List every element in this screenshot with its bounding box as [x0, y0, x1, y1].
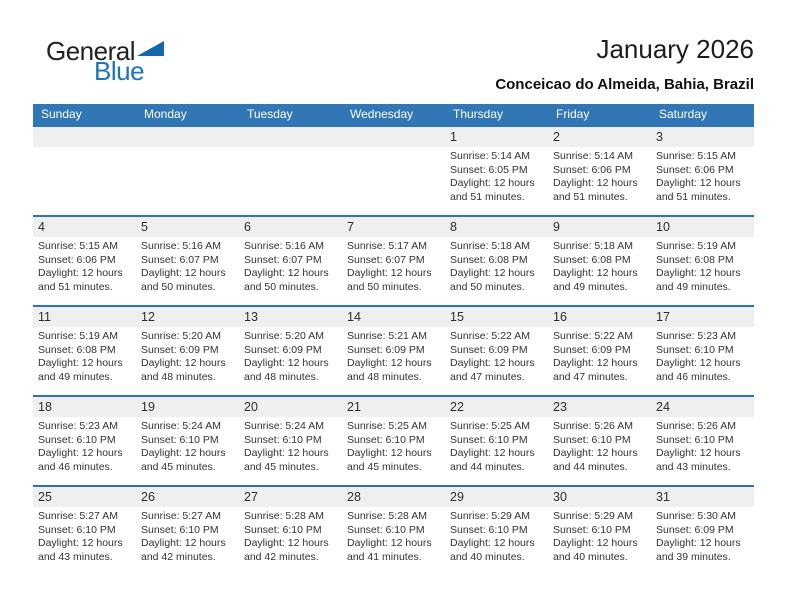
- calendar-day-cell: [342, 217, 445, 305]
- day-number-strip: [342, 487, 445, 507]
- sunrise-line: Sunrise: 5:20 AM: [141, 330, 221, 342]
- calendar: [33, 104, 754, 575]
- sunset-line: Sunset: 6:09 PM: [450, 343, 528, 356]
- weekday-header-row: [33, 104, 754, 125]
- sunrise-line: Sunrise: 5:16 AM: [141, 240, 221, 252]
- day-number: 11: [38, 310, 51, 324]
- daylight-line: Daylight: 12 hours and 45 minutes.: [244, 447, 329, 473]
- logo-triangle-icon: [137, 41, 164, 56]
- calendar-day-cell: [239, 397, 342, 485]
- daylight-line: Daylight: 12 hours and 44 minutes.: [553, 447, 638, 473]
- day-number: 21: [347, 400, 361, 414]
- day-number: 8: [450, 220, 457, 234]
- sunset-line: Sunset: 6:07 PM: [347, 253, 425, 266]
- daylight-line: Daylight: 12 hours and 46 minutes.: [656, 357, 741, 383]
- logo-text-general: General: [46, 36, 135, 66]
- day-number-strip: [445, 487, 548, 507]
- day-details: [136, 237, 239, 294]
- sunrise-line: Sunrise: 5:14 AM: [553, 150, 633, 162]
- daylight-line: Daylight: 12 hours and 43 minutes.: [38, 537, 123, 563]
- day-details: [239, 507, 342, 564]
- calendar-day-cell: [445, 487, 548, 575]
- sunset-line: Sunset: 6:07 PM: [244, 253, 322, 266]
- weekday-header-tuesday: Tuesday: [247, 107, 293, 121]
- sunset-line: Sunset: 6:06 PM: [553, 163, 631, 176]
- daylight-line: Daylight: 12 hours and 46 minutes.: [38, 447, 123, 473]
- calendar-day-cell: [33, 397, 136, 485]
- calendar-day-cell: [651, 217, 754, 305]
- day-number: 27: [244, 490, 258, 504]
- day-details: [445, 327, 548, 384]
- day-number-strip: [651, 487, 754, 507]
- calendar-day-cell: [342, 397, 445, 485]
- calendar-day-cell: [445, 307, 548, 395]
- calendar-day-cell: [33, 487, 136, 575]
- sunrise-line: Sunrise: 5:26 AM: [656, 420, 736, 432]
- day-number: 17: [656, 310, 670, 324]
- sunrise-line: Sunrise: 5:24 AM: [244, 420, 324, 432]
- sunrise-line: Sunrise: 5:15 AM: [38, 240, 118, 252]
- day-number-strip: [33, 127, 136, 147]
- sunrise-line: Sunrise: 5:25 AM: [450, 420, 530, 432]
- calendar-day-cell: [651, 127, 754, 215]
- day-number-strip: [445, 397, 548, 417]
- day-number-strip: [136, 487, 239, 507]
- sunrise-line: Sunrise: 5:17 AM: [347, 240, 427, 252]
- daylight-line: Daylight: 12 hours and 49 minutes.: [656, 267, 741, 293]
- sunrise-line: Sunrise: 5:18 AM: [553, 240, 633, 252]
- calendar-day-cell: [239, 217, 342, 305]
- day-number-strip: [33, 307, 136, 327]
- day-details: [239, 327, 342, 384]
- calendar-empty-cell: [33, 127, 136, 215]
- day-number: 5: [141, 220, 148, 234]
- calendar-day-cell: [136, 397, 239, 485]
- day-details: [651, 327, 754, 384]
- day-number: 23: [553, 400, 567, 414]
- daylight-line: Daylight: 12 hours and 48 minutes.: [244, 357, 329, 383]
- day-details: [33, 327, 136, 384]
- weekday-header-monday: Monday: [144, 107, 187, 121]
- day-number-strip: [239, 127, 342, 147]
- calendar-empty-cell: [239, 127, 342, 215]
- general-blue-logo: [46, 36, 164, 86]
- sunset-line: Sunset: 6:09 PM: [347, 343, 425, 356]
- day-number: 29: [450, 490, 464, 504]
- logo-text-blue: Blue: [94, 56, 145, 86]
- day-number-strip: [548, 307, 651, 327]
- daylight-line: Daylight: 12 hours and 48 minutes.: [141, 357, 226, 383]
- calendar-empty-cell: [136, 127, 239, 215]
- sunset-line: Sunset: 6:10 PM: [141, 433, 219, 446]
- day-details: [342, 237, 445, 294]
- daylight-line: Daylight: 12 hours and 45 minutes.: [141, 447, 226, 473]
- day-number: 4: [38, 220, 45, 234]
- day-number-strip: [548, 127, 651, 147]
- page-subtitle: Conceicao do Almeida, Bahia, Brazil: [495, 76, 754, 93]
- sunrise-line: Sunrise: 5:22 AM: [553, 330, 633, 342]
- sunset-line: Sunset: 6:10 PM: [38, 523, 116, 536]
- day-number: 2: [553, 130, 560, 144]
- day-number: 9: [553, 220, 560, 234]
- sunrise-line: Sunrise: 5:25 AM: [347, 420, 427, 432]
- day-number: 1: [450, 130, 457, 144]
- day-details: [651, 507, 754, 564]
- calendar-day-cell: [33, 217, 136, 305]
- day-details: [342, 327, 445, 384]
- day-number: 15: [450, 310, 464, 324]
- day-details: [33, 237, 136, 294]
- sunrise-line: Sunrise: 5:14 AM: [450, 150, 530, 162]
- day-number: 30: [553, 490, 567, 504]
- sunset-line: Sunset: 6:08 PM: [656, 253, 734, 266]
- sunrise-line: Sunrise: 5:23 AM: [656, 330, 736, 342]
- daylight-line: Daylight: 12 hours and 50 minutes.: [347, 267, 432, 293]
- weekday-header-wednesday: Wednesday: [350, 107, 414, 121]
- day-details: [33, 417, 136, 474]
- sunset-line: Sunset: 6:05 PM: [450, 163, 528, 176]
- day-number: 12: [141, 310, 155, 324]
- day-number: 6: [244, 220, 251, 234]
- sunset-line: Sunset: 6:09 PM: [141, 343, 219, 356]
- daylight-line: Daylight: 12 hours and 47 minutes.: [553, 357, 638, 383]
- day-details: [239, 417, 342, 474]
- day-details: [445, 237, 548, 294]
- calendar-day-cell: [548, 487, 651, 575]
- sunrise-line: Sunrise: 5:27 AM: [141, 510, 221, 522]
- day-number-strip: [239, 307, 342, 327]
- sunset-line: Sunset: 6:10 PM: [347, 433, 425, 446]
- calendar-day-cell: [445, 217, 548, 305]
- calendar-day-cell: [548, 217, 651, 305]
- calendar-day-cell: [136, 487, 239, 575]
- sunset-line: Sunset: 6:09 PM: [656, 523, 734, 536]
- day-number-strip: [651, 127, 754, 147]
- sunrise-line: Sunrise: 5:28 AM: [347, 510, 427, 522]
- daylight-line: Daylight: 12 hours and 51 minutes.: [38, 267, 123, 293]
- day-number-strip: [136, 127, 239, 147]
- day-details: [136, 327, 239, 384]
- daylight-line: Daylight: 12 hours and 47 minutes.: [450, 357, 535, 383]
- sunrise-line: Sunrise: 5:19 AM: [38, 330, 118, 342]
- sunrise-line: Sunrise: 5:16 AM: [244, 240, 324, 252]
- day-number-strip: [651, 217, 754, 237]
- day-details: [33, 507, 136, 564]
- day-number-strip: [33, 217, 136, 237]
- day-details: [548, 417, 651, 474]
- day-number: 10: [656, 220, 670, 234]
- daylight-line: Daylight: 12 hours and 40 minutes.: [450, 537, 535, 563]
- sunrise-line: Sunrise: 5:26 AM: [553, 420, 633, 432]
- day-details: [445, 417, 548, 474]
- day-number: 14: [347, 310, 361, 324]
- calendar-week-row: [33, 395, 754, 485]
- sunrise-line: Sunrise: 5:24 AM: [141, 420, 221, 432]
- day-details: [548, 237, 651, 294]
- day-number: 26: [141, 490, 155, 504]
- day-number-strip: [445, 217, 548, 237]
- sunrise-line: Sunrise: 5:19 AM: [656, 240, 736, 252]
- daylight-line: Daylight: 12 hours and 50 minutes.: [450, 267, 535, 293]
- daylight-line: Daylight: 12 hours and 45 minutes.: [347, 447, 432, 473]
- sunrise-line: Sunrise: 5:28 AM: [244, 510, 324, 522]
- calendar-day-cell: [651, 487, 754, 575]
- calendar-week-row: [33, 485, 754, 575]
- day-details: [651, 237, 754, 294]
- day-number: 24: [656, 400, 670, 414]
- day-number-strip: [651, 307, 754, 327]
- day-number: 18: [38, 400, 52, 414]
- sunset-line: Sunset: 6:07 PM: [141, 253, 219, 266]
- calendar-week-row: [33, 125, 754, 215]
- daylight-line: Daylight: 12 hours and 48 minutes.: [347, 357, 432, 383]
- day-details: [342, 507, 445, 564]
- sunrise-line: Sunrise: 5:15 AM: [656, 150, 736, 162]
- calendar-empty-cell: [342, 127, 445, 215]
- sunrise-line: Sunrise: 5:29 AM: [450, 510, 530, 522]
- calendar-day-cell: [445, 397, 548, 485]
- sunrise-line: Sunrise: 5:30 AM: [656, 510, 736, 522]
- day-details: [651, 147, 754, 204]
- calendar-day-cell: [342, 487, 445, 575]
- day-number-strip: [342, 397, 445, 417]
- day-number-strip: [239, 217, 342, 237]
- sunset-line: Sunset: 6:08 PM: [450, 253, 528, 266]
- calendar-day-cell: [33, 307, 136, 395]
- day-number-strip: [342, 307, 445, 327]
- sunset-line: Sunset: 6:09 PM: [244, 343, 322, 356]
- calendar-grid: [33, 125, 754, 575]
- day-number-strip: [33, 487, 136, 507]
- calendar-day-cell: [651, 397, 754, 485]
- sunrise-line: Sunrise: 5:21 AM: [347, 330, 427, 342]
- daylight-line: Daylight: 12 hours and 51 minutes.: [553, 177, 638, 203]
- calendar-day-cell: [548, 397, 651, 485]
- day-details: [445, 507, 548, 564]
- day-details: [548, 507, 651, 564]
- day-number-strip: [548, 397, 651, 417]
- calendar-day-cell: [136, 307, 239, 395]
- sunset-line: Sunset: 6:06 PM: [656, 163, 734, 176]
- day-details: [651, 417, 754, 474]
- calendar-day-cell: [445, 127, 548, 215]
- day-number-strip: [445, 307, 548, 327]
- day-number-strip: [239, 397, 342, 417]
- daylight-line: Daylight: 12 hours and 50 minutes.: [141, 267, 226, 293]
- daylight-line: Daylight: 12 hours and 42 minutes.: [244, 537, 329, 563]
- day-number: 13: [244, 310, 258, 324]
- day-number-strip: [136, 397, 239, 417]
- sunset-line: Sunset: 6:06 PM: [38, 253, 116, 266]
- sunset-line: Sunset: 6:10 PM: [244, 433, 322, 446]
- day-number-strip: [445, 127, 548, 147]
- day-number-strip: [342, 217, 445, 237]
- daylight-line: Daylight: 12 hours and 44 minutes.: [450, 447, 535, 473]
- sunset-line: Sunset: 6:10 PM: [244, 523, 322, 536]
- sunset-line: Sunset: 6:10 PM: [553, 433, 631, 446]
- day-details: [136, 417, 239, 474]
- sunrise-line: Sunrise: 5:18 AM: [450, 240, 530, 252]
- day-details: [342, 417, 445, 474]
- daylight-line: Daylight: 12 hours and 41 minutes.: [347, 537, 432, 563]
- sunrise-line: Sunrise: 5:23 AM: [38, 420, 118, 432]
- sunrise-line: Sunrise: 5:22 AM: [450, 330, 530, 342]
- sunset-line: Sunset: 6:10 PM: [656, 433, 734, 446]
- day-number: 25: [38, 490, 52, 504]
- day-details: [548, 147, 651, 204]
- day-details: [239, 237, 342, 294]
- daylight-line: Daylight: 12 hours and 39 minutes.: [656, 537, 741, 563]
- sunset-line: Sunset: 6:08 PM: [553, 253, 631, 266]
- daylight-line: Daylight: 12 hours and 51 minutes.: [450, 177, 535, 203]
- day-number-strip: [342, 127, 445, 147]
- sunset-line: Sunset: 6:08 PM: [38, 343, 116, 356]
- day-number-strip: [548, 217, 651, 237]
- sunrise-line: Sunrise: 5:20 AM: [244, 330, 324, 342]
- sunset-line: Sunset: 6:10 PM: [450, 433, 528, 446]
- day-details: [136, 507, 239, 564]
- calendar-day-cell: [136, 217, 239, 305]
- day-number: 28: [347, 490, 361, 504]
- daylight-line: Daylight: 12 hours and 42 minutes.: [141, 537, 226, 563]
- day-number-strip: [33, 397, 136, 417]
- sunset-line: Sunset: 6:10 PM: [656, 343, 734, 356]
- day-number: 7: [347, 220, 354, 234]
- day-number-strip: [548, 487, 651, 507]
- day-details: [445, 147, 548, 204]
- sunset-line: Sunset: 6:10 PM: [347, 523, 425, 536]
- calendar-day-cell: [239, 487, 342, 575]
- sunset-line: Sunset: 6:09 PM: [553, 343, 631, 356]
- daylight-line: Daylight: 12 hours and 49 minutes.: [38, 357, 123, 383]
- sunset-line: Sunset: 6:10 PM: [38, 433, 116, 446]
- weekday-header-thursday: Thursday: [453, 107, 504, 121]
- sunset-line: Sunset: 6:10 PM: [553, 523, 631, 536]
- calendar-day-cell: [342, 307, 445, 395]
- weekday-header-saturday: Saturday: [659, 107, 708, 121]
- daylight-line: Daylight: 12 hours and 49 minutes.: [553, 267, 638, 293]
- day-number-strip: [136, 307, 239, 327]
- page-title: January 2026: [596, 34, 754, 64]
- sunrise-line: Sunrise: 5:27 AM: [38, 510, 118, 522]
- calendar-day-cell: [548, 127, 651, 215]
- calendar-day-cell: [548, 307, 651, 395]
- calendar-week-row: [33, 305, 754, 395]
- day-number: 19: [141, 400, 155, 414]
- sunset-line: Sunset: 6:10 PM: [141, 523, 219, 536]
- day-number-strip: [136, 217, 239, 237]
- day-number: 16: [553, 310, 567, 324]
- day-number: 22: [450, 400, 464, 414]
- calendar-day-cell: [239, 307, 342, 395]
- daylight-line: Daylight: 12 hours and 40 minutes.: [553, 537, 638, 563]
- day-number-strip: [239, 487, 342, 507]
- day-number: 31: [656, 490, 670, 504]
- day-number: 3: [656, 130, 663, 144]
- daylight-line: Daylight: 12 hours and 50 minutes.: [244, 267, 329, 293]
- weekday-header-sunday: Sunday: [41, 107, 82, 121]
- day-details: [548, 327, 651, 384]
- sunrise-line: Sunrise: 5:29 AM: [553, 510, 633, 522]
- day-number: 20: [244, 400, 258, 414]
- sunset-line: Sunset: 6:10 PM: [450, 523, 528, 536]
- calendar-week-row: [33, 215, 754, 305]
- weekday-header-friday: Friday: [556, 107, 590, 121]
- daylight-line: Daylight: 12 hours and 51 minutes.: [656, 177, 741, 203]
- calendar-day-cell: [651, 307, 754, 395]
- daylight-line: Daylight: 12 hours and 43 minutes.: [656, 447, 741, 473]
- day-number-strip: [651, 397, 754, 417]
